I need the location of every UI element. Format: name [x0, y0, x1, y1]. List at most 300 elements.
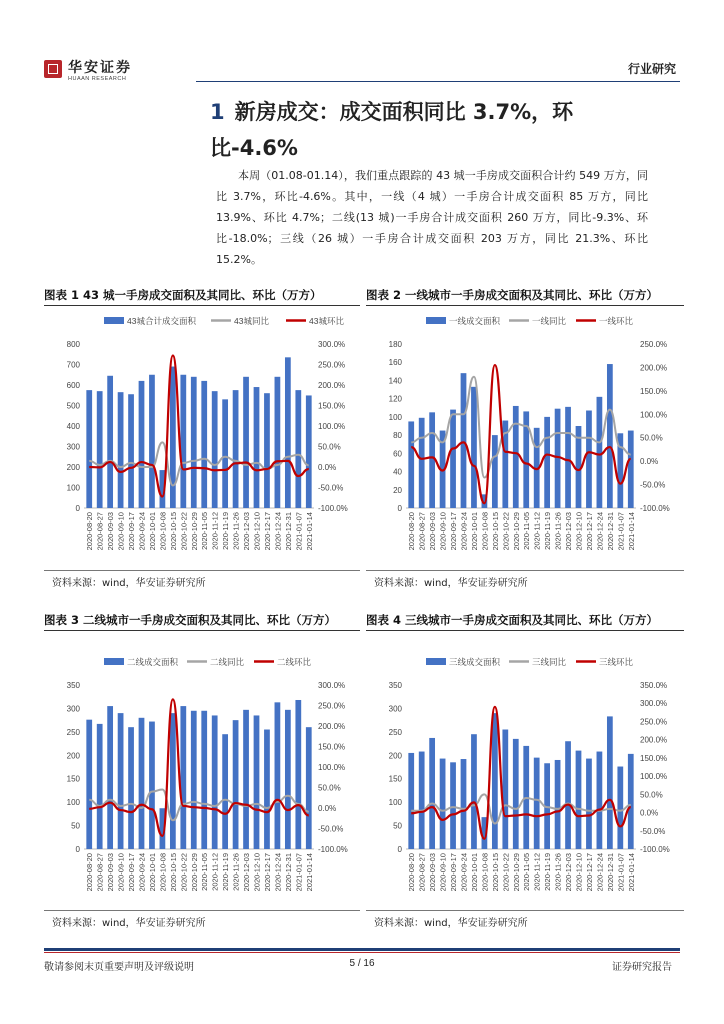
x-tick-label: 2020-09-03	[106, 512, 116, 551]
y-tick-right: -50.0%	[318, 483, 344, 493]
bar	[233, 720, 239, 849]
bar	[170, 367, 176, 508]
y-tick-left: 150	[388, 774, 402, 784]
x-tick-label: 2020-09-03	[428, 853, 438, 892]
x-tick-label: 2020-12-31	[283, 512, 293, 551]
y-tick-left: 200	[66, 463, 80, 472]
x-tick-label: 2020-12-10	[574, 512, 584, 551]
section-heading	[210, 94, 660, 166]
y-tick-right: 50.0%	[318, 783, 341, 793]
figure-4-bottom-rule	[366, 910, 684, 911]
bar	[222, 399, 228, 508]
figure-1-top-rule	[44, 305, 360, 306]
chart-43-cities	[44, 308, 362, 568]
bar	[429, 738, 435, 849]
bar	[306, 727, 312, 849]
page-header	[44, 56, 680, 84]
x-tick-label: 2020-11-12	[210, 512, 220, 550]
x-tick-label: 2020-10-22	[501, 853, 511, 892]
bar	[534, 758, 540, 849]
bar	[461, 373, 467, 508]
y-tick-right: 0.0%	[640, 457, 659, 467]
figure-3-title: 图表 3 二线城市一手房成交面积及其同比、环比（万方）	[44, 613, 337, 627]
y-tick-right: 150.0%	[318, 742, 346, 752]
bar	[408, 753, 414, 849]
x-tick-label: 2020-09-10	[438, 512, 448, 551]
y-tick-right: 150.0%	[640, 753, 668, 763]
page-number: 5 / 16	[349, 958, 375, 969]
y-tick-left: 50	[393, 821, 402, 831]
bar	[440, 759, 446, 849]
y-tick-left: 300	[66, 704, 80, 714]
x-tick-label: 2021-01-14	[626, 853, 636, 892]
bar	[306, 395, 312, 508]
y-tick-left: 80	[393, 431, 402, 441]
bar	[492, 435, 498, 508]
y-tick-right: 100.0%	[318, 763, 346, 772]
y-tick-right: 250.0%	[640, 340, 668, 349]
legend-label: 二线成交面积	[127, 657, 179, 667]
x-tick-label: 2021-01-07	[616, 853, 626, 892]
chart-tier3-cities	[366, 649, 684, 909]
figure-1-source: 资料来源：wind，华安证券研究所	[52, 578, 206, 589]
y-tick-right: 50.0%	[640, 790, 663, 800]
bar	[107, 376, 113, 508]
legend-label: 一线成交面积	[449, 316, 501, 326]
x-tick-label: 2020-09-24	[137, 853, 147, 892]
y-tick-left: 180	[388, 340, 402, 349]
legend-label: 二线环比	[277, 657, 312, 667]
bar	[180, 375, 186, 508]
x-tick-label: 2020-09-10	[116, 853, 126, 892]
x-tick-label: 2021-01-14	[304, 512, 314, 551]
x-tick-label: 2020-08-27	[95, 853, 105, 892]
bar	[139, 381, 145, 508]
x-tick-label: 2020-08-20	[85, 853, 95, 892]
x-tick-label: 2020-10-29	[511, 512, 521, 551]
footer-divider	[44, 948, 680, 951]
y-tick-left: 160	[388, 358, 402, 368]
legend-item	[576, 316, 634, 326]
y-tick-left: 100	[66, 798, 80, 808]
bar	[128, 394, 134, 508]
x-tick-label: 2020-11-05	[522, 853, 532, 891]
footer-divider-accent	[44, 952, 680, 953]
x-tick-label: 2020-10-15	[490, 853, 500, 892]
y-tick-left: 350	[388, 681, 402, 690]
bar	[243, 710, 249, 849]
bar	[275, 377, 281, 508]
figure-4-title: 图表 4 三线城市一手房成交面积及其同比、环比（万方）	[366, 613, 659, 627]
x-tick-label: 2020-12-17	[262, 512, 272, 551]
y-tick-right: -50.0%	[318, 824, 344, 834]
figure-4-source: 资料来源：wind，华安证券研究所	[374, 918, 528, 929]
bar	[628, 754, 634, 849]
logo-text: 华安证券	[68, 60, 132, 76]
x-tick-label: 2020-10-08	[480, 512, 490, 551]
y-tick-left: 100	[388, 412, 402, 422]
y-tick-right: 50.0%	[318, 442, 341, 452]
y-tick-right: -100.0%	[640, 845, 670, 854]
bar	[429, 412, 435, 508]
y-tick-right: -100.0%	[318, 845, 348, 854]
y-tick-right: -50.0%	[640, 826, 666, 836]
y-tick-right: -100.0%	[318, 504, 348, 513]
x-tick-label: 2020-11-26	[553, 853, 563, 891]
x-tick-label: 2020-12-03	[564, 512, 574, 551]
y-tick-right: -100.0%	[640, 504, 670, 513]
x-tick-label: 2020-11-19	[543, 853, 553, 891]
bar	[170, 713, 176, 849]
bar	[607, 364, 613, 508]
bar	[555, 409, 561, 508]
bar	[149, 722, 155, 849]
x-tick-label: 2020-12-17	[262, 853, 272, 892]
bar	[201, 711, 207, 849]
bar	[408, 421, 414, 508]
y-tick-left: 300	[66, 442, 80, 452]
bar	[628, 431, 634, 508]
y-tick-right: 300.0%	[640, 699, 668, 709]
x-tick-label: 2020-12-03	[242, 512, 252, 551]
x-tick-label: 2020-12-10	[252, 853, 262, 892]
bar	[201, 381, 207, 508]
x-tick-label: 2020-12-31	[605, 853, 615, 892]
chart-svg	[366, 308, 684, 568]
bar	[254, 387, 260, 508]
y-tick-right: 200.0%	[318, 381, 346, 390]
bar	[607, 716, 613, 849]
legend-label: 三线同比	[532, 657, 567, 667]
x-tick-label: 2020-10-01	[147, 512, 157, 551]
y-tick-right: 150.0%	[318, 401, 346, 411]
bar	[565, 407, 571, 508]
bar	[222, 734, 228, 849]
y-tick-right: -50.0%	[640, 480, 666, 490]
y-tick-left: 350	[66, 681, 80, 690]
x-tick-label: 2020-10-22	[179, 853, 189, 892]
bar	[513, 739, 519, 849]
x-tick-label: 2020-11-12	[532, 512, 542, 550]
bar	[471, 387, 477, 508]
x-tick-label: 2020-10-08	[158, 512, 168, 551]
chart-svg	[44, 649, 362, 909]
bar	[295, 700, 301, 849]
y-tick-right: 50.0%	[640, 433, 663, 443]
bar	[97, 391, 103, 508]
figure-3-source: 资料来源：wind，华安证券研究所	[52, 918, 206, 929]
x-tick-label: 2020-12-24	[273, 853, 283, 892]
bar	[544, 417, 550, 508]
legend-label: 43城同比	[234, 316, 269, 326]
bar	[97, 724, 103, 849]
bar	[597, 752, 603, 849]
y-tick-left: 200	[388, 751, 402, 761]
summary-paragraph	[216, 165, 648, 270]
y-tick-left: 250	[66, 727, 80, 737]
figure-4-top-rule	[366, 630, 684, 631]
legend-swatch	[426, 658, 446, 665]
legend-item	[211, 316, 269, 326]
x-tick-label: 2020-08-20	[407, 853, 417, 892]
x-tick-label: 2020-09-24	[459, 853, 469, 892]
bar	[139, 718, 145, 849]
bar	[450, 410, 456, 508]
bar	[565, 741, 571, 849]
y-tick-left: 0	[397, 845, 402, 854]
header-divider	[196, 81, 680, 82]
x-tick-label: 2020-10-29	[511, 853, 521, 892]
legend-label: 43城合计成交面积	[127, 316, 196, 326]
x-tick-label: 2020-09-03	[428, 512, 438, 551]
bar	[471, 734, 477, 849]
x-tick-label: 2020-12-03	[564, 853, 574, 892]
chart-svg	[44, 308, 362, 568]
bar	[513, 406, 519, 508]
x-tick-label: 2020-11-26	[231, 512, 241, 550]
x-tick-label: 2020-09-24	[459, 512, 469, 551]
x-tick-label: 2020-11-05	[200, 512, 210, 550]
x-tick-label: 2020-09-17	[449, 512, 459, 551]
y-tick-left: 60	[393, 449, 402, 459]
y-tick-left: 120	[388, 394, 402, 404]
x-tick-label: 2020-09-10	[116, 512, 126, 551]
bar	[191, 377, 197, 508]
figure-2-title: 图表 2 一线城市一手房成交面积及其同比、环比（万方）	[366, 288, 659, 302]
x-tick-label: 2020-08-27	[417, 853, 427, 892]
x-tick-label: 2020-10-22	[501, 512, 511, 551]
y-tick-right: 200.0%	[318, 722, 346, 731]
bar	[264, 393, 270, 508]
x-tick-label: 2020-10-08	[158, 853, 168, 892]
figure-2-source: 资料来源：wind，华安证券研究所	[374, 578, 528, 589]
legend-swatch	[104, 317, 124, 324]
legend-item	[187, 657, 245, 667]
legend-item	[254, 657, 312, 667]
y-tick-left: 40	[393, 467, 402, 477]
x-tick-label: 2020-10-29	[189, 853, 199, 892]
y-tick-right: 200.0%	[640, 363, 668, 373]
bar	[275, 702, 281, 849]
x-tick-label: 2020-12-24	[595, 512, 605, 551]
x-tick-label: 2020-11-19	[543, 512, 553, 550]
x-tick-label: 2020-12-24	[595, 853, 605, 892]
bar	[264, 730, 270, 849]
y-tick-left: 500	[66, 401, 80, 411]
y-tick-left: 100	[66, 483, 80, 493]
y-tick-right: 250.0%	[640, 717, 668, 727]
bar	[118, 713, 124, 849]
y-tick-right: 300.0%	[318, 340, 346, 349]
bar	[586, 411, 592, 508]
report-category: 行业研究	[627, 62, 676, 76]
y-tick-right: 0.0%	[318, 463, 337, 472]
y-tick-left: 100	[388, 798, 402, 808]
y-tick-left: 300	[388, 704, 402, 714]
legend-item	[509, 316, 567, 326]
x-tick-label: 2020-12-10	[574, 853, 584, 892]
bar	[419, 752, 425, 849]
bar	[492, 713, 498, 849]
bar	[191, 711, 197, 849]
bar	[212, 715, 218, 849]
x-tick-label: 2020-11-19	[221, 853, 231, 891]
bar	[107, 706, 113, 849]
y-tick-left: 150	[66, 774, 80, 784]
section-title: 新房成交：成交面积同比 3.7%，环比-4.6%	[210, 100, 574, 160]
x-tick-label: 2021-01-07	[294, 512, 304, 551]
x-tick-label: 2020-09-10	[438, 853, 448, 892]
y-tick-left: 20	[393, 485, 402, 495]
legend-label: 三线环比	[599, 657, 634, 667]
x-tick-label: 2020-09-17	[127, 853, 137, 892]
footer-report-type: 证券研究报告	[612, 962, 672, 973]
summary-text: 本周（01.08-01.14），我们重点跟踪的 43 城一手房成交面积合计约 549 万方，同比 3.7%，环比-4.6%。其中，一线（4 城）一手房合计成交面积 85 万方，同比 13.9%、环比 4.7%；二线(13 城)一手房合计成交面积 260 万方，同比-9.3%、环比-18.0%；三线（26 城）一手房合计成交面积 203 万方，同比 21.3%、环比 15.2%。	[216, 169, 648, 266]
bar	[243, 377, 249, 508]
x-tick-label: 2020-11-26	[231, 853, 241, 891]
x-tick-label: 2020-12-31	[605, 512, 615, 551]
bar	[285, 357, 291, 508]
y-tick-right: 200.0%	[640, 735, 668, 745]
y-tick-right: 100.0%	[318, 422, 346, 431]
x-tick-label: 2020-09-03	[106, 853, 116, 892]
y-tick-right: 350.0%	[640, 681, 668, 690]
figure-3-top-rule	[44, 630, 360, 631]
x-tick-label: 2021-01-07	[294, 853, 304, 892]
y-tick-left: 400	[66, 422, 80, 431]
bar	[617, 767, 623, 849]
legend-item	[104, 316, 196, 326]
x-tick-label: 2020-12-31	[283, 853, 293, 892]
x-tick-label: 2020-12-03	[242, 853, 252, 892]
x-tick-label: 2020-08-20	[407, 512, 417, 551]
y-tick-right: 250.0%	[318, 701, 346, 711]
x-tick-label: 2020-10-15	[168, 853, 178, 892]
x-tick-label: 2020-09-17	[449, 853, 459, 892]
y-tick-left: 200	[66, 751, 80, 761]
x-tick-label: 2020-10-01	[469, 512, 479, 551]
x-tick-label: 2020-11-05	[200, 853, 210, 891]
legend-item	[426, 657, 501, 667]
legend-item	[576, 657, 634, 667]
x-tick-label: 2020-08-27	[417, 512, 427, 551]
y-tick-left: 0	[75, 504, 80, 513]
bar	[86, 720, 92, 849]
x-tick-label: 2020-12-17	[584, 512, 594, 551]
legend-item	[426, 316, 501, 326]
bar	[555, 760, 561, 849]
y-tick-right: 0.0%	[318, 804, 337, 813]
x-tick-label: 2020-09-24	[137, 512, 147, 551]
bar	[597, 397, 603, 508]
bar	[295, 390, 301, 508]
bar	[450, 762, 456, 849]
legend-label: 一线环比	[599, 316, 634, 326]
y-tick-left: 50	[71, 821, 80, 831]
figure-1-bottom-rule	[44, 570, 360, 571]
x-tick-label: 2020-10-08	[480, 853, 490, 892]
bar	[502, 730, 508, 849]
y-tick-right: 100.0%	[640, 772, 668, 782]
x-tick-label: 2020-10-29	[189, 512, 199, 551]
x-tick-label: 2021-01-07	[616, 512, 626, 551]
legend-item	[509, 657, 567, 667]
x-tick-label: 2020-12-24	[273, 512, 283, 551]
x-tick-label: 2020-11-12	[210, 853, 220, 891]
legend-item	[104, 657, 179, 667]
legend-swatch	[104, 658, 124, 665]
bar	[149, 375, 155, 508]
y-tick-right: 100.0%	[640, 410, 668, 420]
bar	[285, 710, 291, 849]
bar	[419, 418, 425, 508]
x-tick-label: 2020-11-12	[532, 853, 542, 891]
figure-1-title: 图表 1 43 城一手房成交面积及其同比、环比（万方）	[44, 288, 322, 302]
x-tick-label: 2020-09-17	[127, 512, 137, 551]
y-tick-left: 0	[397, 504, 402, 513]
huaan-logo-icon	[44, 60, 62, 78]
chart-svg	[366, 649, 684, 909]
bar	[118, 392, 124, 508]
chart-tier1-cities	[366, 308, 684, 568]
y-tick-left: 700	[66, 360, 80, 370]
legend-swatch	[426, 317, 446, 324]
y-tick-right: 0.0%	[640, 808, 659, 818]
x-tick-label: 2020-11-19	[221, 512, 231, 550]
x-tick-label: 2020-10-01	[469, 853, 479, 892]
y-tick-right: 250.0%	[318, 360, 346, 370]
x-tick-label: 2021-01-14	[626, 512, 636, 551]
x-tick-label: 2020-08-27	[95, 512, 105, 551]
figure-2-top-rule	[366, 305, 684, 306]
legend-label: 三线成交面积	[449, 657, 501, 667]
x-tick-label: 2020-10-22	[179, 512, 189, 551]
x-tick-label: 2020-10-01	[147, 853, 157, 892]
bar	[128, 727, 134, 849]
x-tick-label: 2020-12-17	[584, 853, 594, 892]
chart-tier2-cities	[44, 649, 362, 909]
legend-item	[286, 316, 344, 326]
y-tick-left: 0	[75, 845, 80, 854]
x-tick-label: 2020-11-05	[522, 512, 532, 550]
bar	[254, 715, 260, 849]
x-tick-label: 2020-12-10	[252, 512, 262, 551]
legend-label: 43城环比	[309, 316, 344, 326]
bar	[212, 391, 218, 508]
y-tick-left: 800	[66, 340, 80, 349]
y-tick-left: 600	[66, 381, 80, 390]
y-tick-left: 140	[388, 376, 402, 386]
y-tick-left: 250	[388, 727, 402, 737]
section-number: 1	[210, 100, 225, 124]
x-tick-label: 2020-11-26	[553, 512, 563, 550]
logo-subtext: HUAAN RESEARCH	[68, 76, 127, 82]
x-tick-label: 2020-10-15	[490, 512, 500, 551]
bar	[180, 706, 186, 849]
legend-label: 二线同比	[210, 657, 245, 667]
x-tick-label: 2020-08-20	[85, 512, 95, 551]
x-tick-label: 2020-10-15	[168, 512, 178, 551]
bar	[86, 390, 92, 508]
y-tick-right: 150.0%	[640, 386, 668, 396]
bar	[233, 390, 239, 508]
bar	[576, 751, 582, 849]
bar	[586, 759, 592, 849]
legend-label: 一线同比	[532, 316, 567, 326]
x-tick-label: 2021-01-14	[304, 853, 314, 892]
footer-disclaimer: 敬请参阅末页重要声明及评级说明	[44, 962, 194, 973]
figure-2-bottom-rule	[366, 570, 684, 571]
